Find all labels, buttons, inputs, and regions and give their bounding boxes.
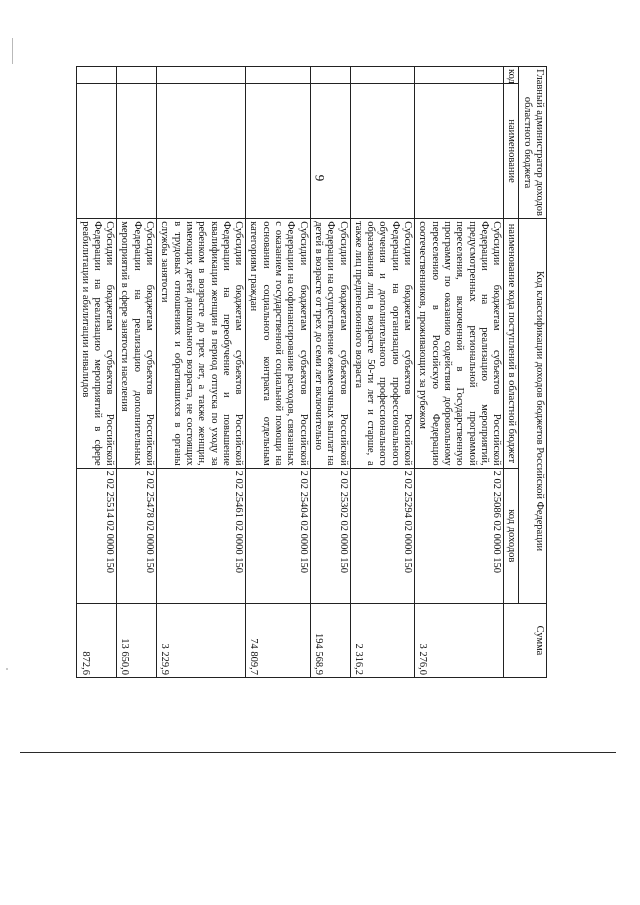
- name-cell: [117, 83, 157, 218]
- table-row: [310, 67, 350, 678]
- code-cell: [157, 67, 246, 84]
- sum-cell: 2 316,2: [350, 603, 414, 677]
- description-cell: Субсидии бюджетам субъектов Российской Федерации на реализацию дополнительных мероприятий в сфере занятости населения: [117, 219, 157, 468]
- income-code-cell: 2 02 25404 02 0000 150: [246, 468, 310, 603]
- name-cell: [415, 83, 504, 218]
- name-cell: [77, 83, 117, 218]
- income-code-cell: 2 02 25086 02 0000 150: [415, 468, 504, 603]
- description-cell: Субсидии бюджетам субъектов Российской Федерации на реализацию мероприятий в сфере реабилитации и абилитации инвалидов: [77, 219, 117, 468]
- sum-header: Сумма: [504, 603, 547, 677]
- revenue-table: [76, 66, 547, 678]
- description-cell: Субсидии бюджетам субъектов Российской Федерации на реализацию мероприятий, предусмотренных региональной программой переселения, включенной в Государственную программу по оказанию содействия добровольному переселению в Российскую Федерацию соотечественников, проживающих за рубежом: [415, 219, 504, 468]
- name-cell: [246, 83, 310, 218]
- bottom-rule: [20, 752, 616, 753]
- classification-group-header: Код классификации доходов бюджетов Российской Федерации: [519, 219, 547, 604]
- code-cell: [310, 67, 350, 84]
- code-header: код: [504, 67, 519, 84]
- code-cell: [246, 67, 310, 84]
- sum-cell: 3 276,0: [415, 603, 504, 677]
- income-code-cell: 2 02 25461 02 0000 150: [157, 468, 246, 603]
- description-cell: Субсидии бюджетам субъектов Российской Федерации на осуществление ежемесячных выплат на детей в возрасте от трех до семи лет включительно: [310, 219, 350, 468]
- admin-group-header: Главный администратор доходов областного бюджета: [519, 67, 547, 219]
- name-cell: [310, 83, 350, 218]
- name-cell: [350, 83, 414, 218]
- description-cell: Субсидии бюджетам субъектов Российской Федерации на софинансирование расходов, связанных с оказанием государственной социальной помощи на основании социального контракта отдельным категориям граждан: [246, 219, 310, 468]
- code-cell: [117, 67, 157, 84]
- sum-cell: 194 568,9: [310, 603, 350, 677]
- table-row: [415, 67, 504, 678]
- code-cell: [415, 67, 504, 84]
- name-cell: [157, 83, 246, 218]
- income-code-cell: 2 02 25294 02 0000 150: [350, 468, 414, 603]
- income-name-header: наименование кода поступлений в областной бюджет: [504, 219, 519, 468]
- description-cell: Субсидии бюджетам субъектов Российской Федерации на организацию профессионального обучения и дополнительного профессионального образования лиц в возрасте 50-ти лет и старше, а также лиц предпенсионного возраста: [350, 219, 414, 468]
- income-code-cell: 2 02 25478 02 0000 150: [117, 468, 157, 603]
- table-row: [77, 67, 117, 678]
- margin-mark: [12, 38, 13, 64]
- sum-cell: 872,6: [77, 603, 117, 677]
- margin-dot: [6, 668, 8, 670]
- sum-cell: 74 809,7: [246, 603, 310, 677]
- name-header: наименование: [504, 83, 519, 218]
- table-row: [157, 67, 246, 678]
- table-row: [350, 67, 414, 678]
- sum-cell: 3 229,9: [157, 603, 246, 677]
- header-row-2: [504, 67, 519, 678]
- income-code-header: код доходов: [504, 468, 519, 603]
- page-number: 9: [312, 174, 328, 182]
- header-row-1: [519, 67, 547, 678]
- sum-cell: 13 650,0: [117, 603, 157, 677]
- table-row: [246, 67, 310, 678]
- code-cell: [350, 67, 414, 84]
- code-cell: [77, 67, 117, 84]
- income-code-cell: 2 02 25302 02 0000 150: [310, 468, 350, 603]
- rotated-table-page: [75, 66, 547, 678]
- table-row: [117, 67, 157, 678]
- description-cell: Субсидии бюджетам субъектов Российской Федерации на переобучение и повышение квалификации женщин в период отпуска по уходу за ребенком в возрасте до трех лет, а также женщин, имеющих детей дошкольного возраста, не состоящих в трудовых отношениях и обратившихся в органы службы занятости: [157, 219, 246, 468]
- income-code-cell: 2 02 25514 02 0000 150: [77, 468, 117, 603]
